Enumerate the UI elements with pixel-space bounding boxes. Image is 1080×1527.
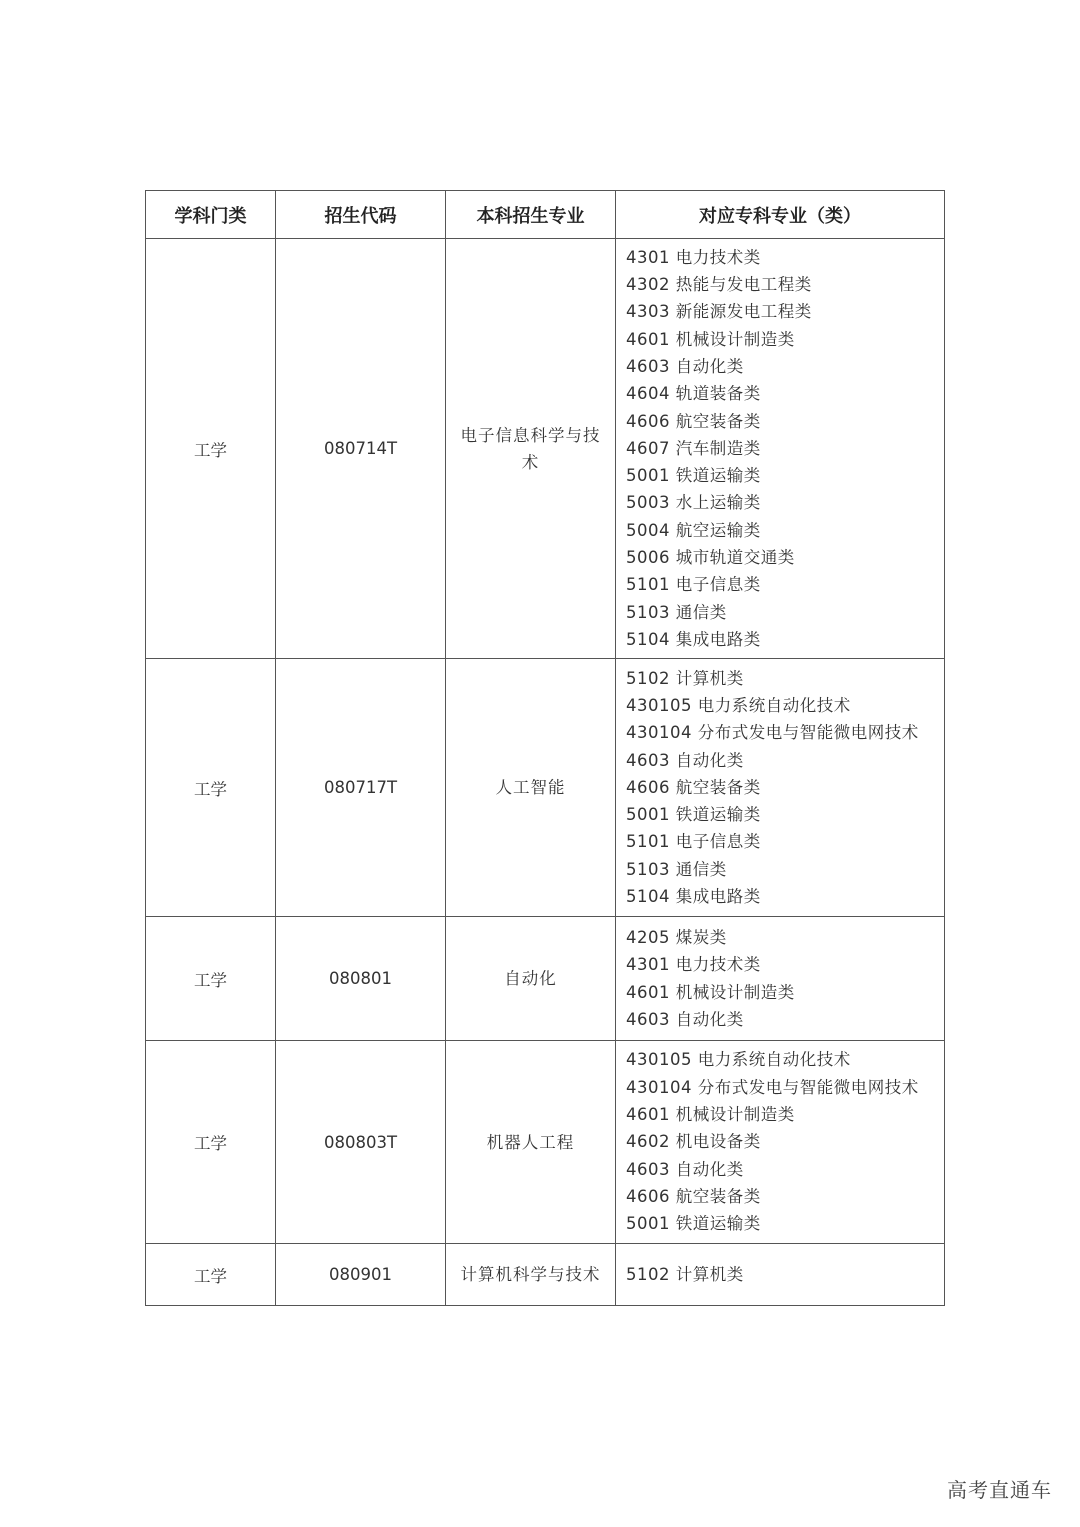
cell-major (446, 659, 616, 917)
related-item: 5104 集成电路类 (626, 887, 761, 907)
cell-code-text: 080801 (329, 969, 392, 988)
related-item: 430105 电力系统自动化技术 (626, 695, 851, 715)
related-item: 4601 机械设计制造类 (626, 1105, 795, 1125)
cell-category-text: 工学 (194, 1134, 227, 1153)
cell-related (616, 917, 945, 1041)
related-item: 4303 新能源发电工程类 (626, 302, 812, 322)
related-item: 4205 煤炭类 (626, 927, 727, 947)
cell-code-text: 080714T (323, 439, 398, 458)
related-item: 5103 通信类 (626, 859, 727, 879)
watermark: 高考直通车 (947, 1478, 1052, 1502)
related-item: 4603 自动化类 (626, 1159, 744, 1179)
cell-category (146, 917, 276, 1041)
cell-major (446, 1244, 616, 1306)
cell-related (616, 239, 945, 659)
related-item: 4601 机械设计制造类 (626, 329, 795, 349)
cell-code-text: 080717T (323, 778, 398, 797)
cell-code-text: 080803T (323, 1132, 398, 1152)
cell-major-text: 计算机科学与技术 (460, 1265, 601, 1284)
related-item: 4604 轨道装备类 (626, 384, 761, 404)
related-item: 4302 热能与发电工程类 (626, 275, 812, 295)
related-item: 4603 自动化类 (626, 1009, 744, 1029)
cell-category (146, 659, 276, 917)
header-code: 招生代码 (276, 191, 446, 239)
major-correspondence-table (145, 190, 945, 1306)
related-item: 430104 分布式发电与智能微电网技术 (626, 1077, 919, 1097)
related-item: 5001 铁道运输类 (626, 466, 761, 486)
related-item: 5001 铁道运输类 (626, 1214, 761, 1234)
table-header-row (146, 191, 945, 239)
cell-code (276, 917, 446, 1041)
related-item: 4301 电力技术类 (626, 247, 761, 267)
cell-related (616, 1244, 945, 1306)
cell-category (146, 1244, 276, 1306)
table-row (146, 239, 945, 659)
table-row (146, 1041, 945, 1244)
cell-major-text: 电子信息科学与技术 (460, 425, 601, 472)
related-item: 4603 自动化类 (626, 356, 744, 376)
related-item: 5101 电子信息类 (626, 832, 761, 852)
related-item: 4301 电力技术类 (626, 955, 761, 975)
header-category: 学科门类 (146, 191, 276, 239)
cell-category-text: 工学 (194, 440, 227, 460)
cell-major-text: 自动化 (504, 969, 557, 988)
related-item: 430105 电力系统自动化技术 (626, 1050, 851, 1070)
cell-related (616, 1041, 945, 1244)
cell-code-text: 080901 (329, 1265, 392, 1284)
related-item: 430104 分布式发电与智能微电网技术 (626, 723, 919, 743)
related-item: 4606 航空装备类 (626, 1186, 761, 1206)
header-related: 对应专科专业（类） (616, 191, 945, 239)
cell-category-text: 工学 (194, 779, 227, 799)
related-item: 5104 集成电路类 (626, 629, 761, 649)
related-item: 4607 汽车制造类 (626, 438, 761, 458)
related-item: 5003 水上运输类 (626, 493, 761, 513)
cell-major (446, 1041, 616, 1244)
related-item: 4606 航空装备类 (626, 777, 761, 797)
related-item: 4602 机电设备类 (626, 1132, 761, 1152)
cell-major (446, 917, 616, 1041)
related-item: 5001 铁道运输类 (626, 805, 761, 825)
table-row (146, 917, 945, 1041)
header-major: 本科招生专业 (446, 191, 616, 239)
cell-major-text: 机器人工程 (486, 1132, 575, 1152)
cell-code (276, 659, 446, 917)
related-item: 5006 城市轨道交通类 (626, 548, 795, 568)
cell-category (146, 239, 276, 659)
related-item: 5102 计算机类 (626, 1264, 744, 1284)
cell-major-text: 人工智能 (495, 778, 566, 797)
related-item: 5004 航空运输类 (626, 520, 761, 540)
cell-code (276, 239, 446, 659)
cell-category-text: 工学 (194, 1266, 227, 1286)
related-item: 5101 电子信息类 (626, 575, 761, 595)
cell-related (616, 659, 945, 917)
cell-major (446, 239, 616, 659)
related-item: 5102 计算机类 (626, 668, 744, 688)
cell-category-text: 工学 (194, 970, 227, 990)
related-item: 5103 通信类 (626, 602, 727, 622)
related-item: 4606 航空装备类 (626, 411, 761, 431)
cell-category (146, 1041, 276, 1244)
table-row (146, 659, 945, 917)
related-item: 4603 自动化类 (626, 750, 744, 770)
table-row (146, 1244, 945, 1306)
cell-code (276, 1041, 446, 1244)
cell-code (276, 1244, 446, 1306)
related-item: 4601 机械设计制造类 (626, 982, 795, 1002)
